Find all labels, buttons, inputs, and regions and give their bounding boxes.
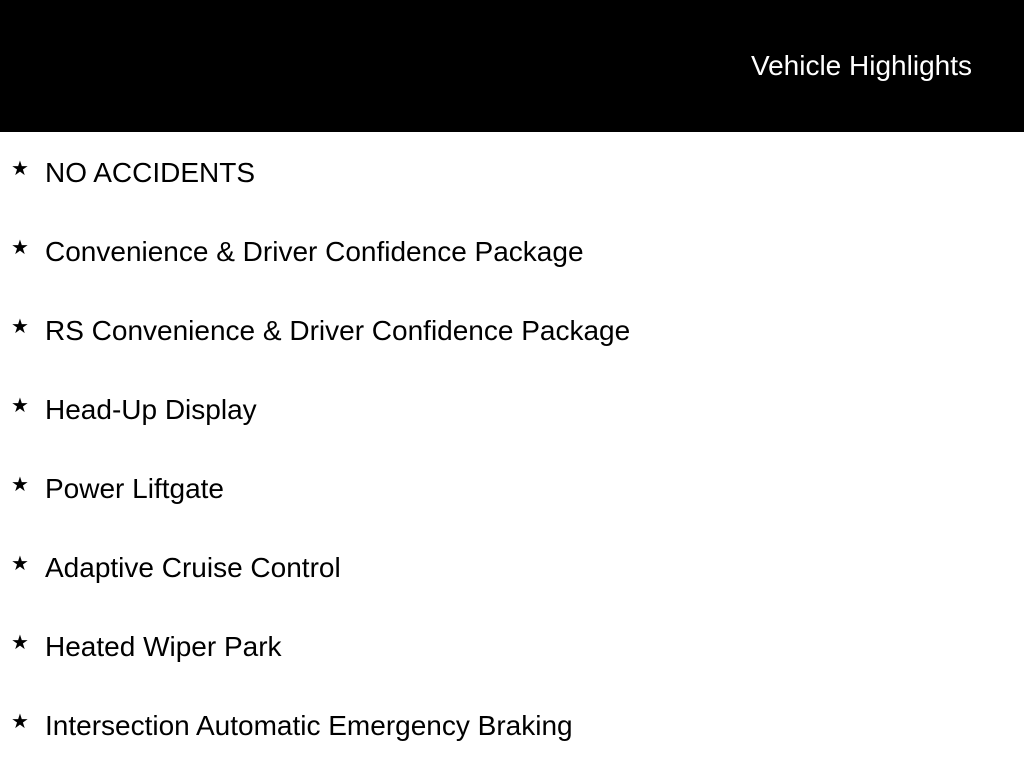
star-icon: ★ [11,632,29,654]
highlight-label: NO ACCIDENTS [45,157,256,188]
star-icon: ★ [11,316,29,338]
highlights-list [0,132,1024,764]
star-icon: ★ [11,474,29,496]
highlight-label: Power Liftgate [45,473,224,504]
star-icon: ★ [11,158,29,180]
list-item [0,132,1024,211]
highlight-label: Adaptive Cruise Control [45,552,341,583]
list-item [0,211,1024,290]
list-item [0,369,1024,448]
highlight-label: Heated Wiper Park [45,631,282,662]
list-item [0,290,1024,369]
header-bar [0,0,1024,132]
star-icon: ★ [11,237,29,259]
list-item [0,527,1024,606]
star-icon: ★ [11,553,29,575]
list-item [0,606,1024,685]
star-icon: ★ [11,711,29,733]
list-item [0,685,1024,764]
highlight-label: Intersection Automatic Emergency Braking [45,710,573,741]
page-title: Vehicle Highlights [750,50,972,81]
highlight-label: RS Convenience & Driver Confidence Package [45,315,631,346]
list-item [0,448,1024,527]
highlight-label: Convenience & Driver Confidence Package [45,236,584,267]
star-icon: ★ [11,395,29,417]
highlight-label: Head-Up Display [45,394,257,425]
